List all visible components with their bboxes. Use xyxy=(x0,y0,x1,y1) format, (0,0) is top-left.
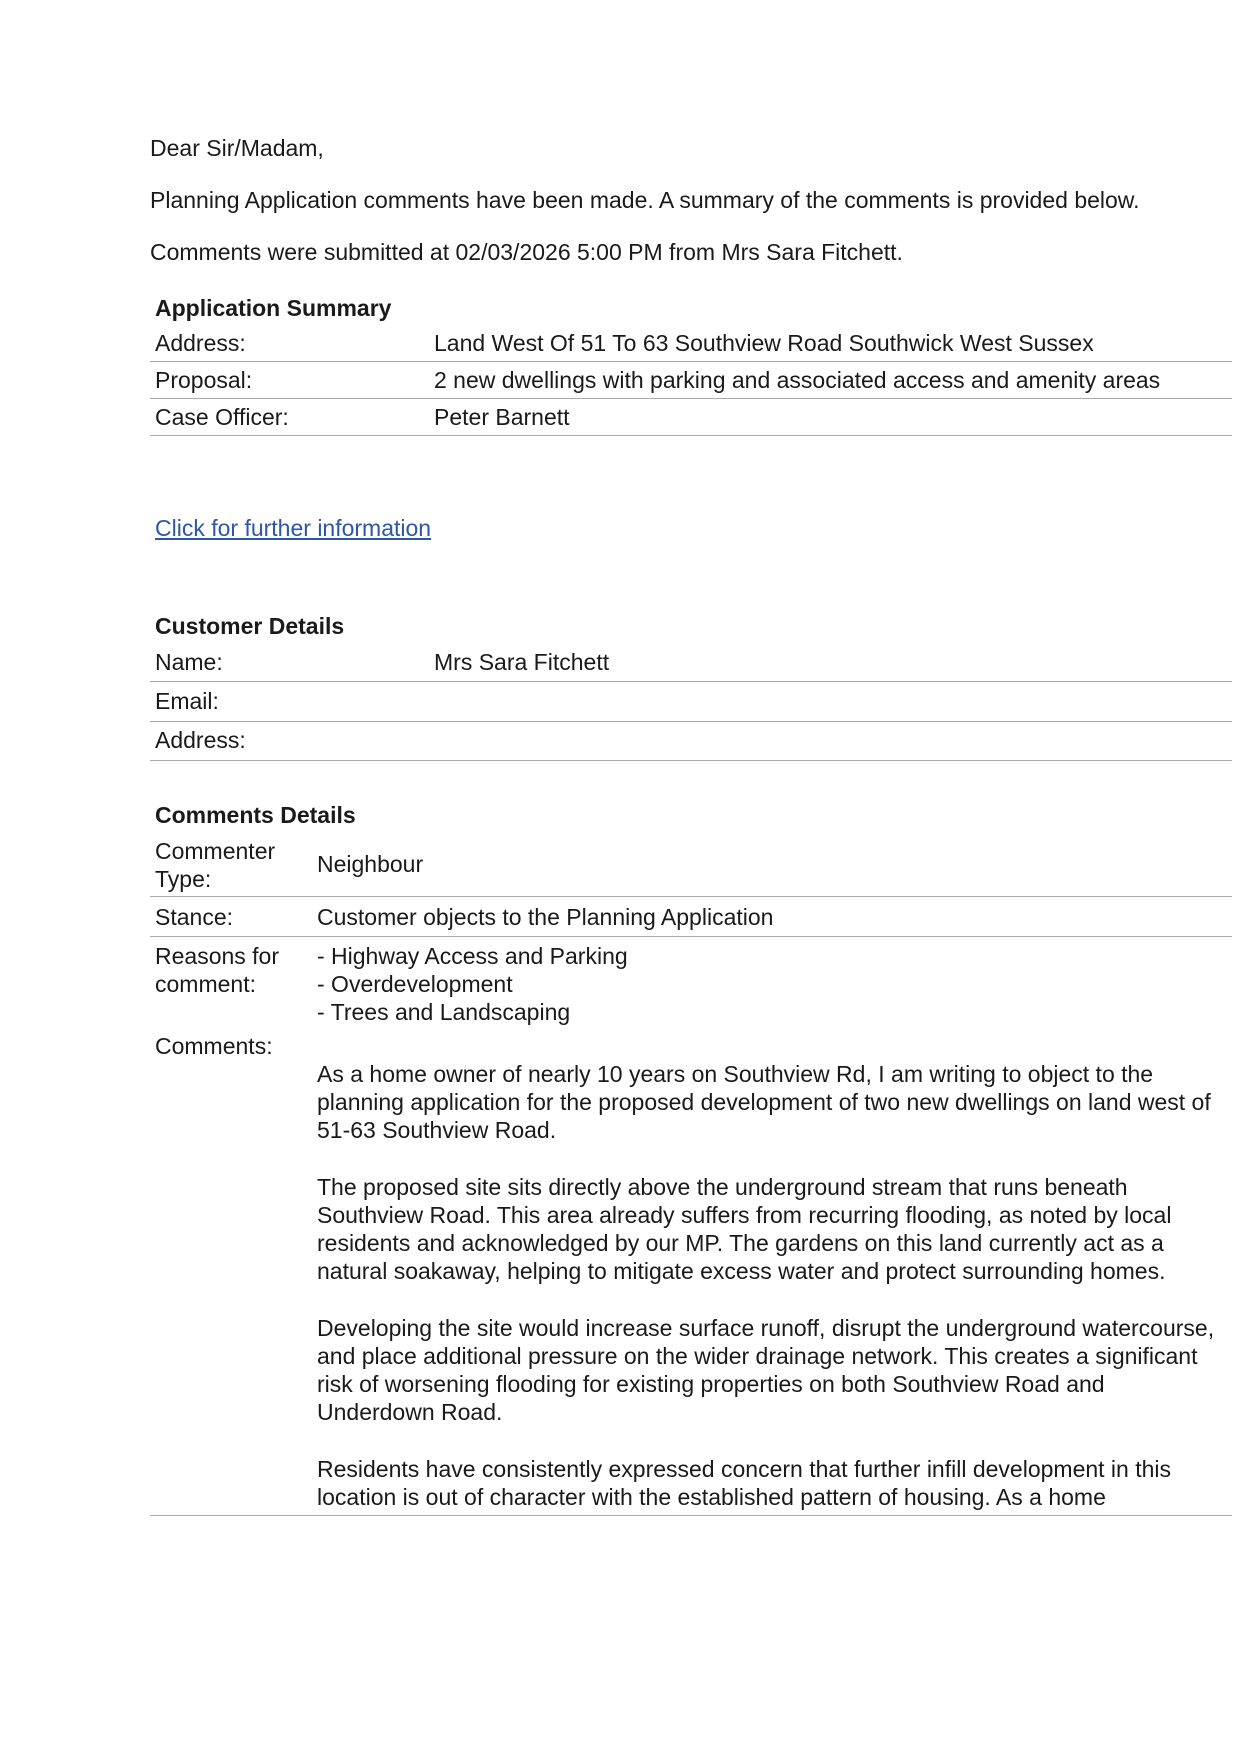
comments-value xyxy=(312,1032,1232,1516)
table-row xyxy=(150,721,1232,760)
table-row xyxy=(150,1032,1232,1516)
row-label: Case Officer: xyxy=(150,398,429,435)
table-row xyxy=(150,642,1232,681)
reasons-label xyxy=(150,936,312,1032)
customer-details-title: Customer Details xyxy=(155,613,345,639)
commenter-type-value: Neighbour xyxy=(312,833,1232,896)
comment-paragraph: Residents have consistently expressed concern that further infill development in this location is out of character with the established pattern of housing. As a home xyxy=(317,1456,1172,1510)
row-value xyxy=(429,721,1232,760)
stance-value: Customer objects to the Planning Application xyxy=(312,896,1232,936)
row-value xyxy=(429,681,1232,721)
commenter-type-label-line1: Commenter xyxy=(155,838,276,864)
comments-details-title: Comments Details xyxy=(155,802,356,828)
reasons-label-line1: Reasons for xyxy=(155,942,280,969)
comment-paragraph: As a home owner of nearly 10 years on Southview Rd, I am writing to object to the planning application for the proposed development of two new dwellings on land west of 51-63 Southview Road. xyxy=(317,1061,1211,1143)
table-row xyxy=(150,681,1232,721)
row-label: Name: xyxy=(150,642,429,681)
table-row xyxy=(150,398,1232,435)
reason-item: - Overdevelopment xyxy=(317,970,513,997)
row-value: Land West Of 51 To 63 Southview Road Southwick West Sussex xyxy=(429,324,1232,361)
comments-details-table xyxy=(150,833,1232,1516)
reasons-label-line2: comment: xyxy=(155,970,256,997)
submission-text: Comments were submitted at 02/03/2026 5:00 PM from Mrs Sara Fitchett. xyxy=(150,239,903,265)
row-label: Proposal: xyxy=(150,361,429,398)
reasons-list xyxy=(312,936,1232,1032)
row-label: Address: xyxy=(150,721,429,760)
row-label: Email: xyxy=(150,681,429,721)
table-row xyxy=(150,833,1232,896)
comment-paragraph: The proposed site sits directly above the underground stream that runs beneath Southview Road. This area already suffers from recurring flooding, as noted by local residents and acknowledged by our MP. The gardens on this land currently act as a natural soakaway, helping to mitigate excess water and protect surrounding homes. xyxy=(317,1174,1172,1284)
table-row xyxy=(150,324,1232,361)
row-value: Peter Barnett xyxy=(429,398,1232,435)
further-information-link[interactable]: Click for further information xyxy=(155,515,432,541)
row-label xyxy=(150,833,312,896)
commenter-type-label-line2: Type: xyxy=(155,866,212,892)
table-row xyxy=(150,936,1232,1032)
greeting: Dear Sir/Madam, xyxy=(150,135,324,161)
application-summary-title: Application Summary xyxy=(155,295,392,321)
row-value: Mrs Sara Fitchett xyxy=(429,642,1232,681)
customer-details-table xyxy=(150,642,1232,761)
stance-label: Stance: xyxy=(150,896,312,936)
row-value: 2 new dwellings with parking and associated access and amenity areas xyxy=(429,361,1232,398)
table-row xyxy=(150,896,1232,936)
table-row xyxy=(150,361,1232,398)
intro-text: Planning Application comments have been made. A summary of the comments is provided below. xyxy=(150,187,1140,213)
application-summary-table xyxy=(150,324,1232,436)
reason-item: - Highway Access and Parking xyxy=(317,942,628,969)
row-label: Address: xyxy=(150,324,429,361)
reason-item: - Trees and Landscaping xyxy=(317,998,571,1025)
comment-text xyxy=(317,1060,1227,1511)
comments-label: Comments: xyxy=(150,1032,312,1516)
comment-paragraph: Developing the site would increase surface runoff, disrupt the underground watercourse, and place additional pressure on the wider drainage network. This creates a significant risk of worsening flooding for existing properties on both Southview Road and Underdown Road. xyxy=(317,1315,1215,1425)
